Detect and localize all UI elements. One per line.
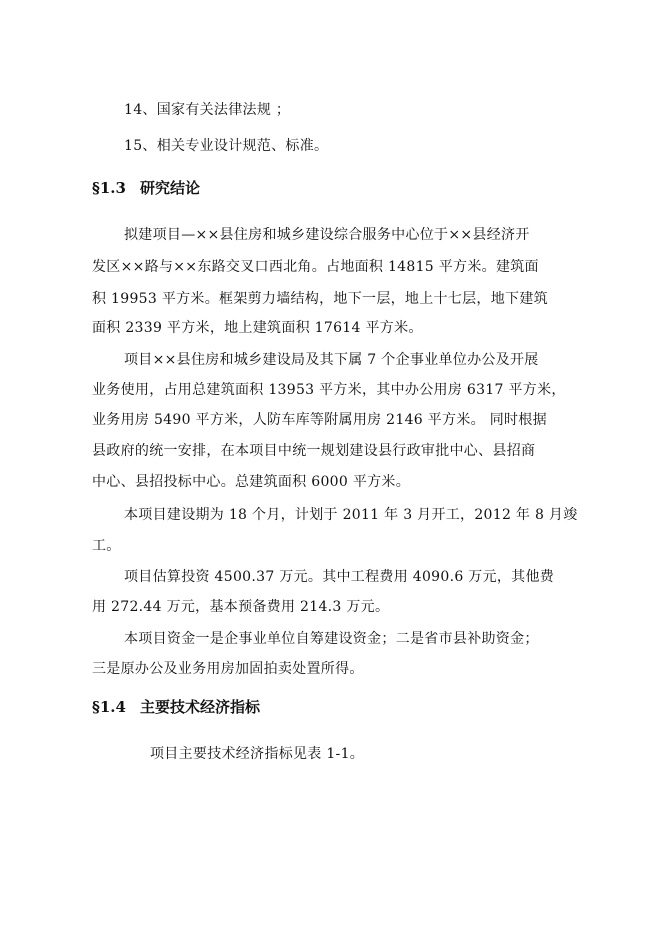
paragraph-line: 县政府的统一安排，在本项目中统一规划建设县行政审批中心、县招商 xyxy=(92,443,536,459)
paragraph-line: 本项目资金一是企事业单位自筹建设资金；二是省市县补助资金； xyxy=(124,631,539,647)
paragraph-line: 拟建项目—××县住房和城乡建设综合服务中心位于××县经济开 xyxy=(124,227,530,243)
paragraph-line: 工。 xyxy=(92,538,121,554)
section-title: 主要技术经济指标 xyxy=(139,698,260,716)
paragraph-line: 发区××路与××东路交叉口西北角。占地面积 14815 平方米。建筑面 xyxy=(92,259,539,275)
paragraph-line: 中心、县招投标中心。总建筑面积 6000 平方米。 xyxy=(92,474,411,490)
paragraph-line: 三是原办公及业务用房加固拍卖处置所得。 xyxy=(92,661,364,677)
paragraph-line: 积 19953 平方米。框架剪力墙结构，地下一层，地上十七层，地下建筑 xyxy=(92,291,548,307)
section-number: §1.4 xyxy=(92,698,126,716)
paragraph-line: 业务使用，占用总建筑面积 13953 平方米，其中办公用房 6317 平方米， xyxy=(92,382,566,398)
paragraph-line: 项目主要技术经济指标见表 1-1。 xyxy=(150,746,365,762)
paragraph-line: 项目估算投资 4500.37 万元。其中工程费用 4090.6 万元，其他费 xyxy=(124,569,555,585)
section-number: §1.3 xyxy=(92,179,126,197)
paragraph-line: 本项目建设期为 18 个月，计划于 2011 年 3 月开工，2012 年 8 月竣 xyxy=(124,507,578,523)
list-item-15: 15、相关专业设计规范、标准。 xyxy=(124,138,329,154)
paragraph-line: 项目××县住房和城乡建设局及其下属 7 个企事业单位办公及开展 xyxy=(124,352,539,368)
section-heading-1-4 xyxy=(92,697,260,717)
paragraph-line: 面积 2339 平方米，地上建筑面积 17614 平方米。 xyxy=(92,320,423,336)
section-title: 研究结论 xyxy=(139,179,200,197)
paragraph-line: 业务用房 5490 平方米，人防车库等附属用房 2146 平方米。 同时根据 xyxy=(92,412,547,428)
section-heading-1-3 xyxy=(92,178,200,198)
list-item-14: 14、国家有关法律法规 ； xyxy=(124,102,291,118)
paragraph-line: 用 272.44 万元，基本预备费用 214.3 万元。 xyxy=(92,599,390,615)
